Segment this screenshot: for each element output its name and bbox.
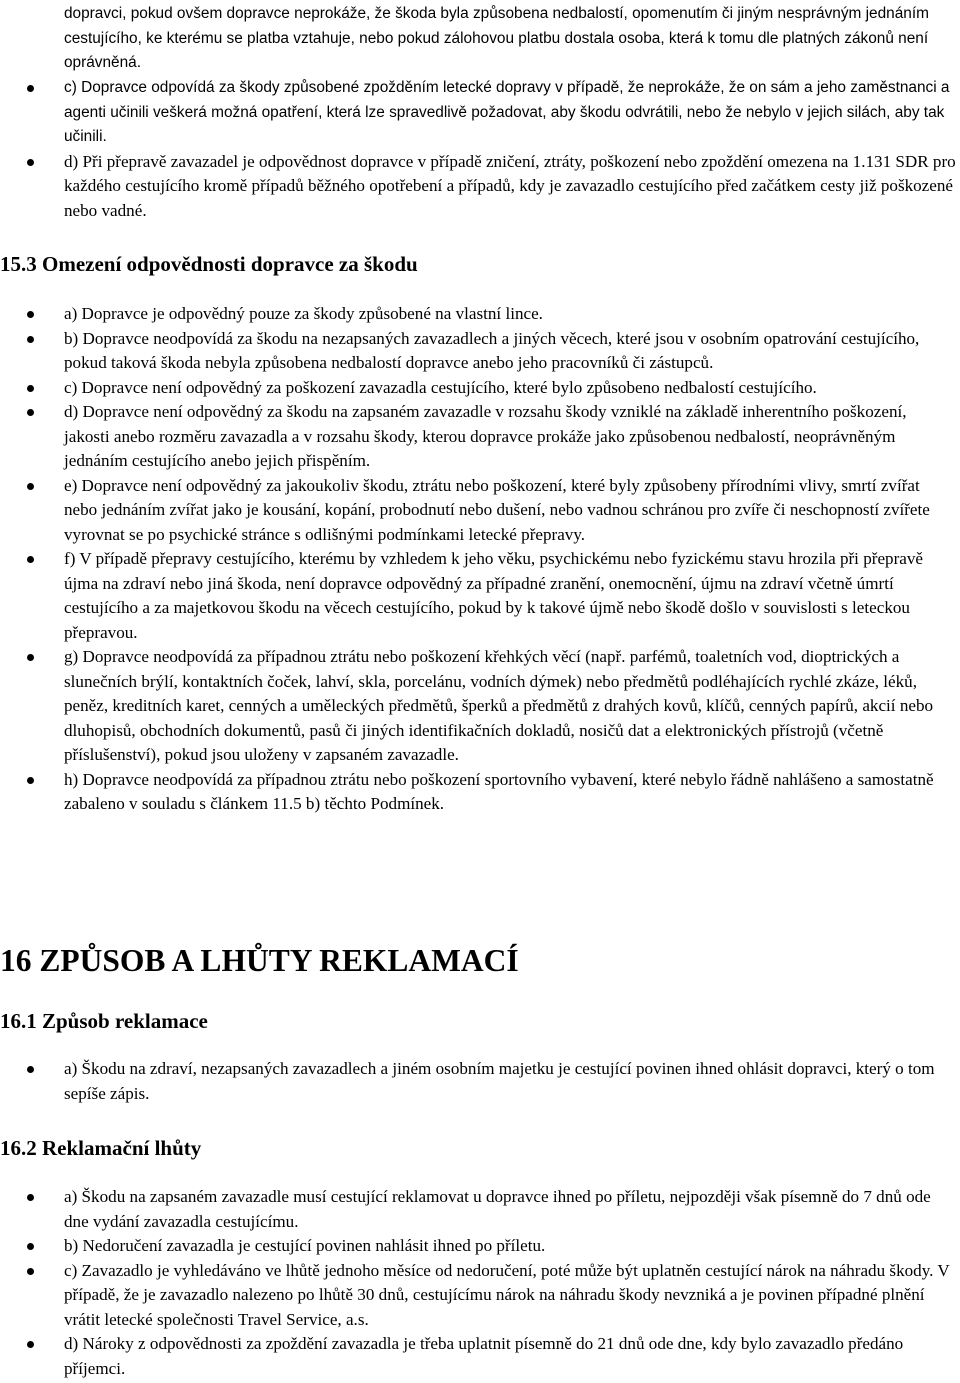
chapter-heading-16: 16 ZPŮSOB A LHŮTY REKLAMACÍ xyxy=(0,943,519,978)
list-item-text: g) Dopravce neodpovídá za případnou ztrátu nebo poškození křehkých věcí (např. parfémů, toaletních vod, dioptrických a slunečních brýlí, kontaktních čoček, lahví, skla, porcelánu, vodních dýmek) nebo předmětů podléhajících rychlé zkáze, léků, peněz, kreditních karet, cenných a uměleckých předmětů, šperků a předmětů z drahých kovů, klíčů, cenných papírů, akcií nebo dluhopisů, obchodních dokumentů, pasů či jiných identifikačních dokladů, nosičů dat a elektronických přístrojů (včetně příslušenství), pokud jsou uloženy v zapsaném zavazadle. xyxy=(64,647,934,764)
list-item-text: f) V případě přepravy cestujícího, kterému by vzhledem k jeho věku, psychickému nebo fyzickému stavu hrozila při přepravě újma na zdraví nebo jiná škoda, není dopravce odpovědný za případné zranění, onemocnění, újmu na zdraví včetně úmrtí cestujícího a za majetkovou škodu na věcech cestujícího, pokud by k takové újmě nebo škodě došlo v souvislosti s leteckou přepravou. xyxy=(64,549,923,642)
list-item xyxy=(0,1259,960,1333)
section-15-3-list xyxy=(0,302,960,817)
list-item xyxy=(0,1332,960,1381)
bullet-icon xyxy=(27,85,34,92)
bullet-icon xyxy=(27,483,34,490)
list-item-text: h) Dopravce neodpovídá za případnou ztrátu nebo poškození sportovního vybavení, které nebylo řádně nahlášeno a samostatně zabaleno v souladu s článkem 11.5 b) těchto Podmínek. xyxy=(64,769,934,813)
liability-list-a xyxy=(0,76,960,223)
section-heading-16-2: 16.2 Reklamační lhůty xyxy=(0,1136,202,1160)
list-item xyxy=(0,376,960,401)
bullet-icon xyxy=(27,1194,34,1201)
list-item-text: a) Škodu na zdraví, nezapsaných zavazadlech a jiném osobním majetku je cestující povinen ihned ohlásit dopravci, který o tom sepíše zápis. xyxy=(64,1059,935,1103)
list-item xyxy=(0,400,960,474)
section-16-1-list xyxy=(0,1057,960,1106)
section-heading-16-1: 16.1 Způsob reklamace xyxy=(0,1009,208,1033)
bullet-icon xyxy=(27,409,34,416)
list-item xyxy=(0,76,960,150)
list-item xyxy=(0,1057,960,1106)
list-item-text: b) Nedoručení zavazadla je cestující povinen nahlásit ihned po příletu. xyxy=(64,1236,546,1255)
list-item xyxy=(0,302,960,327)
intro-continuation-paragraph: dopravci, pokud ovšem dopravce neprokáže, že škoda byla způsobena nedbalostí, opomenutím či jiným nesprávným jednáním cestujícího, ke kterému se platba vztahuje, nebo pokud zálohovou platbu dostala osoba, která k tomu dle platných zákonů není oprávněná. xyxy=(64,5,929,71)
list-item xyxy=(0,1234,960,1259)
bullet-icon xyxy=(27,385,34,392)
bullet-icon xyxy=(27,556,34,563)
list-item-text: d) Nároky z odpovědnosti za zpoždění zavazadla je třeba uplatnit písemně do 21 dnů ode dne, kdy bylo zavazadlo předáno příjemci. xyxy=(64,1334,904,1378)
list-item xyxy=(0,474,960,548)
bullet-icon xyxy=(27,336,34,343)
section-16-2-list xyxy=(0,1185,960,1381)
list-item-text: b) Dopravce neodpovídá za škodu na nezapsaných zavazadlech a jiných věcech, které jsou v osobním opatrování cestujícího, pokud taková škoda nebyla způsobena nedbalostí dopravce anebo jeho pracovníků či zástupců. xyxy=(64,328,920,372)
section-heading-15-3: 15.3 Omezení odpovědnosti dopravce za škodu xyxy=(0,252,418,276)
bullet-icon xyxy=(27,159,34,166)
list-item xyxy=(0,150,960,224)
bullet-icon xyxy=(27,654,34,661)
list-item-text: c) Dopravce odpovídá za škody způsobené zpožděním letecké dopravy v případě, že neprokáže, že on sám a jeho zaměstnanci a agenti učinili veškerá možná opatření, která lze spravedlivě požadovat, aby škodu odvrátili, nebo že nebylo v jejich silách, aby tak učinili. xyxy=(64,79,950,145)
list-item xyxy=(0,768,960,817)
list-item-text: a) Dopravce je odpovědný pouze za škody způsobené na vlastní lince. xyxy=(64,304,543,323)
bullet-icon xyxy=(27,1268,34,1275)
list-item-text: a) Škodu na zapsaném zavazadle musí cestující reklamovat u dopravce ihned po příletu, nejpozději však písemně do 7 dnů ode dne vydání zavazadla cestujícímu. xyxy=(64,1187,931,1231)
bullet-icon xyxy=(27,1066,34,1073)
list-item xyxy=(0,645,960,768)
bullet-icon xyxy=(27,777,34,784)
bullet-icon xyxy=(27,311,34,318)
list-item xyxy=(0,1185,960,1234)
list-item-text: d) Dopravce není odpovědný za škodu na zapsaném zavazadle v rozsahu škody vzniklé na základě inherentního poškození, jakosti anebo rozměru zavazadla a v rozsahu škody, kterou dopravce prokáže jako způsobenou nedbalostí, neoprávněným jednáním cestujícího anebo jejich přispěním. xyxy=(64,402,907,470)
bullet-icon xyxy=(27,1243,34,1250)
list-item-text: c) Dopravce není odpovědný za poškození zavazadla cestujícího, které bylo způsobeno nedbalostí cestujícího. xyxy=(64,377,817,397)
list-item xyxy=(0,327,960,376)
list-item-text: c) Zavazadlo je vyhledáváno ve lhůtě jednoho měsíce od nedoručení, poté může být uplatněn cestující nárok na náhradu škody. V případě, že je zavazadlo nalezeno po lhůtě 30 dnů, cestujícímu nárok na náhradu škody nevzniká a je povinen případné plnění vrátit letecké společnosti Travel Service, a.s. xyxy=(64,1260,950,1329)
list-item-text: e) Dopravce není odpovědný za jakoukoliv škodu, ztrátu nebo poškození, které byly způsobeny přírodními vlivy, smrtí zvířat nebo jednáním zvířat jako je kousání, kopání, probodnutí nebo dušení, nebo vadnou schránou pro zvíře či neschopností zvířete vyrovnat se po psychické stránce s odlišnými podmínkami letecké přepravy. xyxy=(64,475,930,544)
bullet-icon xyxy=(27,1341,34,1348)
list-item-text: d) Při přepravě zavazadel je odpovědnost dopravce v případě zničení, ztráty, poškození nebo zpoždění omezena na 1.131 SDR pro každého cestujícího kromě případů běžného opotřebení a případů, kdy je zavazadlo cestujícího před začátkem cesty již poškozené nebo vadné. xyxy=(64,151,956,220)
list-item xyxy=(0,547,960,645)
